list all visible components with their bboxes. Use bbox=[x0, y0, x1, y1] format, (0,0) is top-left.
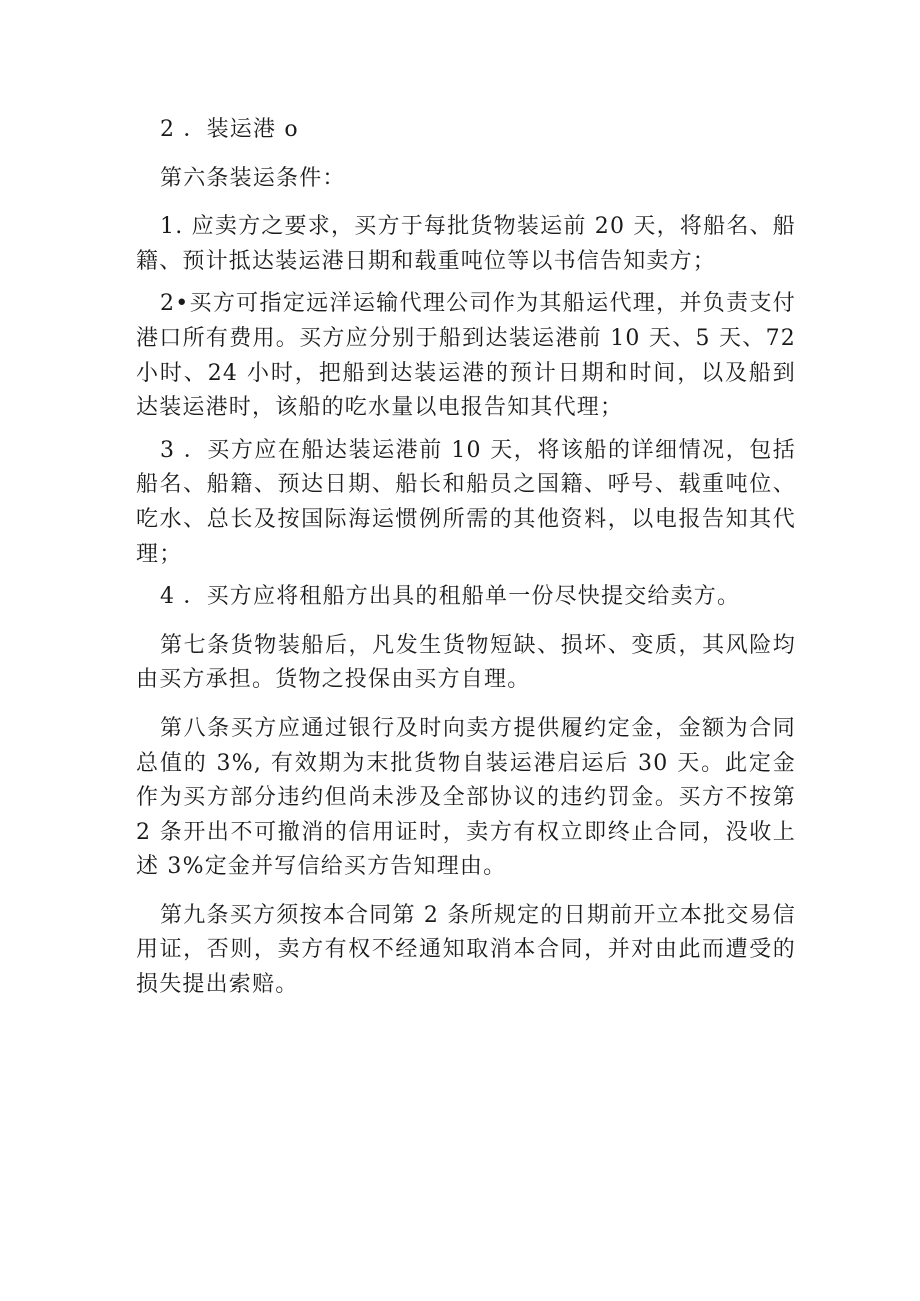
paragraph-article-7: 第七条货物装船后，凡发生货物短缺、损坏、变质，其风险均由买方承担。货物之投保由买方自理。 bbox=[136, 632, 796, 693]
paragraph-article-6-title: 第六条装运条件： bbox=[160, 165, 346, 191]
paragraph-shipping-port: 2 ．装运港 o bbox=[160, 117, 299, 142]
paragraph-article-6-item-4: 4 ．买方应将租船方出具的租船单一份尽快提交给卖方。 bbox=[160, 584, 741, 610]
document-body bbox=[136, 113, 796, 1003]
paragraph-article-9: 第九条买方须按本合同第 2 条所规定的日期前开立本批交易信用证，否则，卖方有权不经通知取消本合同，并对由此而遭受的损失提出索赔。 bbox=[136, 902, 796, 998]
paragraph-article-6-item-2: 2•买方可指定远洋运输代理公司作为其船运代理，并负责支付港口所有费用。买方应分别于船到达装运港前 10 天、5 天、72 小时、24 小时，把船到达装运港的预计日期和时间，以及船到达装运港时，该船的吃水量以电报告知其代理； bbox=[136, 291, 796, 421]
paragraph-article-6-item-3: 3 ．买方应在船达装运港前 10 天，将该船的详细情况，包括船名、船籍、预达日期、船长和船员之国籍、呼号、载重吨位、吃水、总长及按国际海运惯例所需的其他资料，以电报告知其代理； bbox=[136, 437, 796, 567]
paragraph-article-8: 第八条买方应通过银行及时向卖方提供履约定金，金额为合同总值的 3%, 有效期为末批货物自装运港启运后 30 天。此定金作为买方部分违约但尚未涉及全部协议的违约罚金。买方不按第 2 条开出不可撤消的信用证时，卖方有权立即终止合同，没收上述 3%定金并写信给买方告知理由。 bbox=[136, 715, 796, 880]
paragraph-article-6-item-1: 1. 应卖方之要求，买方于每批货物装运前 20 天，将船名、船籍、预计抵达装运港日期和载重吨位等以书信告知卖方； bbox=[136, 214, 796, 274]
